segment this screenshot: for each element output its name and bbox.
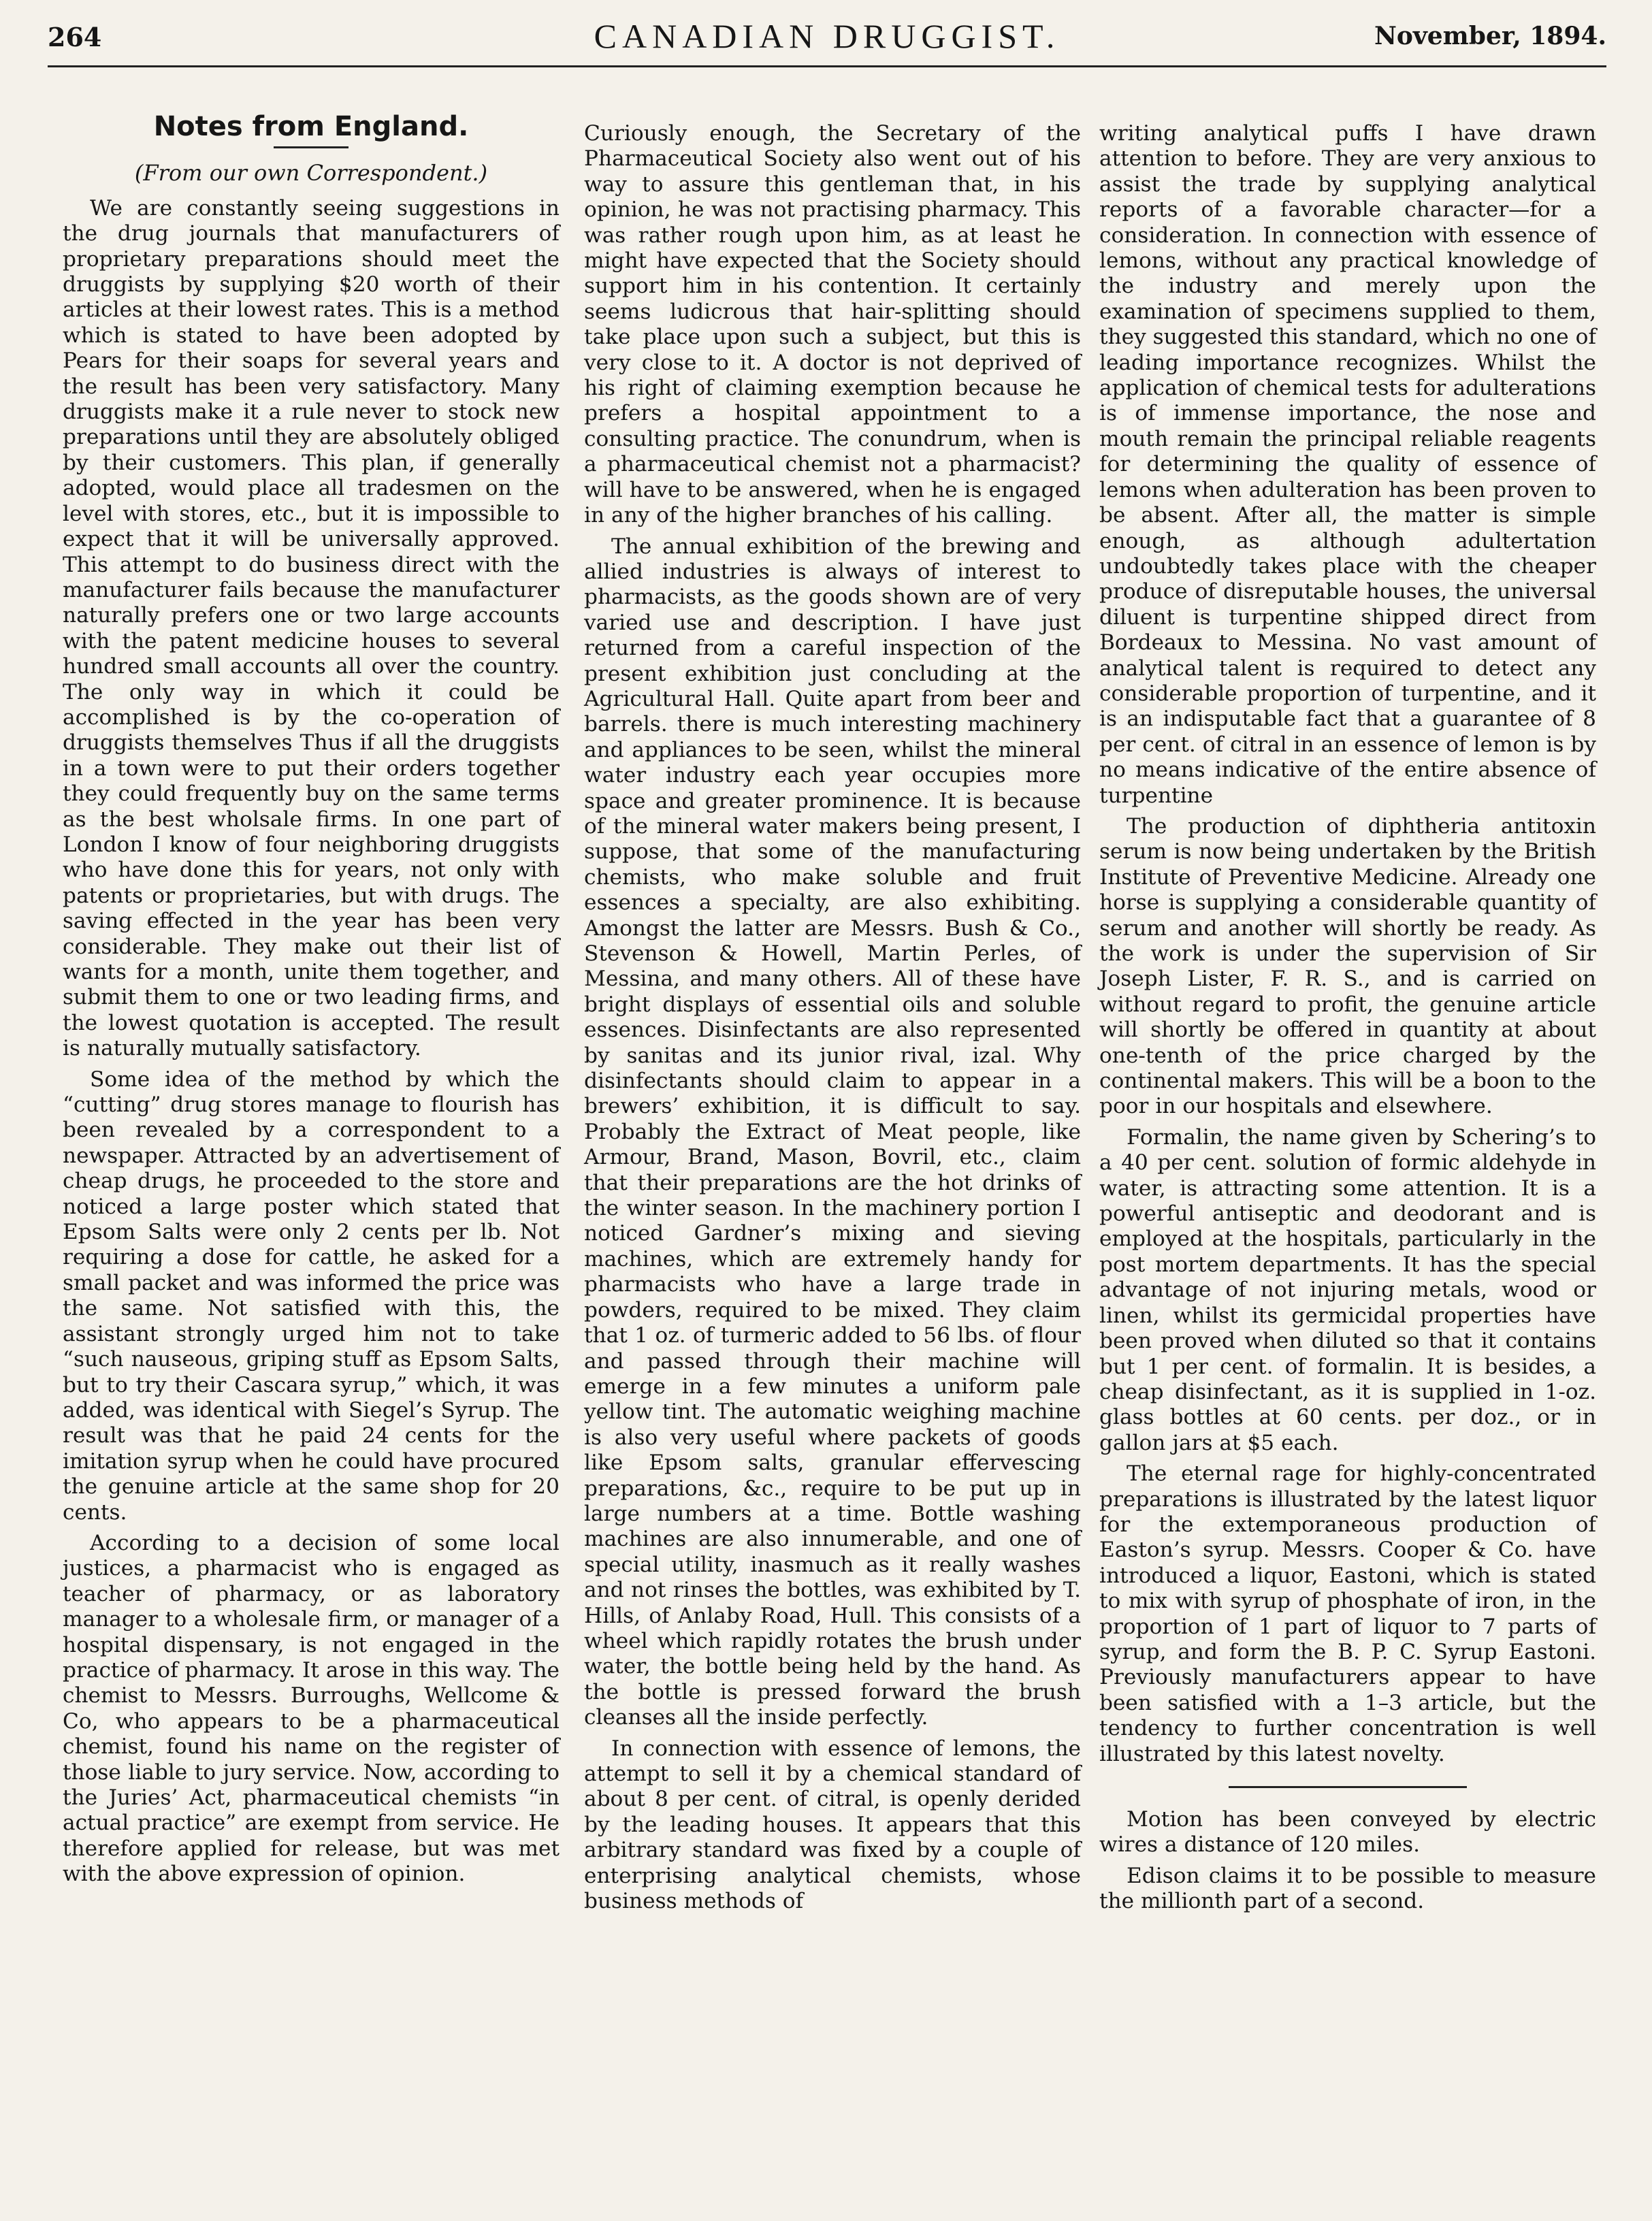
header-rule (48, 65, 1606, 67)
paragraph: Curiously enough, the Secretary of the Pharmaceutical Society also went out of his way to assure this gentleman that, in his opinion, he was not practising pharmacy. This was rather rough upon him, as at least he might have expected that the Society should support him in his contention. It certainly seems ludicrous that hair-splitting should take place upon such a subject, but this is very close to it. A doctor is not deprived of his right of claiming exemption because he prefers a hospital appointment to a consulting practice. The conundrum, when is a pharmaceutical chemist not a pharmacist? will have to be answered, when he is engaged in any of the higher branches of his calling. (584, 121, 1081, 528)
page-header (48, 12, 1606, 63)
paragraph: The production of diphtheria antitoxin serum is now being undertaken by the British Institute of Preventive Medicine. Already one horse is supplying a considerable quantity of serum and another will shortly be ready. As the work is under the supervision of Sir Joseph Lister, F. R. S., and is carried on without regard to profit, the genuine article will shortly be offered in quantity at about one-tenth of the price charged by the continental makers. This will be a boon to the poor in our hospitals and elsewhere. (1099, 813, 1596, 1119)
article-title: Notes from England. (153, 111, 469, 142)
article-byline: (From our own Correspondent.) (134, 160, 488, 187)
title-rule (274, 146, 349, 148)
paragraph: Some idea of the method by which the “cutting” drug stores manage to flourish has been revealed by a correspondent to a newspaper. Attracted by an advertisement of cheap drugs, he proceeded to the store and noticed a large poster which stated that Epsom Salts were only 2 cents per lb. Not requiring a dose for cattle, he asked for a small packet and was informed the price was the same. Not satisfied with this, the assistant strongly urged him not to take “such nauseous, griping stuff as Epsom Salts, but to try their Cascara syrup,” which, it was added, was identical with Siegel’s Syrup. The result was that he paid 24 cents for the imitation syrup when he could have procured the genuine article at the same shop for 20 cents. (63, 1067, 560, 1525)
column-3 (1099, 121, 1596, 1920)
column-2 (584, 121, 1081, 1919)
news-note: Motion has been conveyed by electric wires a distance of 120 miles. (1099, 1807, 1596, 1858)
column-1 (63, 111, 560, 1893)
paragraph: In connection with essence of lemons, the attempt to sell it by a chemical standard of about 8 per cent. of citral, is openly derided by the leading houses. It appears that this arbitrary standard was fixed by a couple of enterprising analytical chemists, whose business methods of (584, 1736, 1081, 1914)
paragraph: Formalin, the name given by Schering’s to a 40 per cent. solution of formic aldehyde in water, is attracting some attention. It is a powerful antiseptic and deodorant and is employed at the hospitals, particularly in the post mortem departments. It has the special advantage of not injuring metals, wood or linen, whilst its germicidal properties have been proved when diluted so that it contains but 1 per cent. of formalin. It is besides, a cheap disinfectant, as it is supplied in 1-oz. glass bottles at 60 cents. per doz., or in gallon jars at $5 each. (1099, 1124, 1596, 1455)
news-note: Edison claims it to be possible to measure the millionth part of a second. (1099, 1863, 1596, 1914)
issue-date: November, 1894. (1374, 22, 1606, 50)
paragraph: According to a decision of some local justices, a pharmacist who is engaged as teacher of pharmacy, or as laboratory manager to a wholesale firm, or manager of a hospital dispensary, is not engaged in the practice of pharmacy. It arose in this way. The chemist to Messrs. Burroughs, Wellcome & Co, who appears to be a pharmaceutical chemist, found his name on the register of those liable to jury service. Now, according to the Juries’ Act, pharmaceutical chemists “in actual practice” are exempt from service. He therefore applied for release, but was met with the above expression of opinion. (63, 1530, 560, 1887)
publication-title: CANADIAN DRUGGIST. (594, 17, 1060, 55)
paragraph: The annual exhibition of the brewing and allied industries is always of interest to pharmacists, as the goods shown are of very varied use and description. I have just returned from a careful inspection of the present exhibition just concluding at the Agricultural Hall. Quite apart from beer and barrels. there is much interesting machinery and appliances to be seen, whilst the mineral water industry each year occupies more space and greater prominence. It is because of the mineral water makers being present, I suppose, that some of the manufacturing chemists, who make soluble and fruit essences a specialty, are also exhibiting. Amongst the latter are Messrs. Bush & Co., Stevenson & Howell, Martin Perles, of Messina, and many others. All of these have bright displays of essential oils and soluble essences. Disinfectants are also represented by sanitas and its junior rival, izal. Why disinfectants should claim to appear in a brewers’ exhibition, it is difficult to say. Probably the Extract of Meat people, like Armour, Brand, Mason, Bovril, etc., claim that their preparations are the hot drinks of the winter season. In the machinery portion I noticed Gardner’s mixing and sieving machines, which are extremely handy for pharmacists who have a large trade in powders, required to be mixed. They claim that 1 oz. of turmeric added to 56 lbs. of flour and passed through their machine will emerge in a few minutes a uniform pale yellow tint. The automatic weighing machine is also very useful where packets of goods like Epsom salts, granular effervescing preparations, &c., require to be put up in large numbers at a time. Bottle washing machines are also innumerable, and one of special utility, inasmuch as it really washes and not rinses the bottles, was exhibited by T. Hills, of Anlaby Road, Hull. This consists of a wheel which rapidly rotates the brush under water, the bottle being held by the hand. As the bottle is pressed forward the brush cleanses all the inside perfectly. (584, 534, 1081, 1730)
page-number: 264 (48, 22, 102, 52)
section-divider (1229, 1786, 1467, 1788)
paragraph: writing analytical puffs I have drawn attention to before. They are very anxious to assist the trade by supplying analytical reports of a favorable character—for a consideration. In connection with essence of lemons, without any practical knowledge of the industry and merely upon the examination of specimens supplied to them, they suggested this standard, which no one of leading importance recognizes. Whilst the application of chemical tests for adulterations is of immense importance, the nose and mouth remain the principal reliable reagents for determining the quality of essence of lemons when adulteration has been proven to be absent. After all, the matter is simple enough, as although adultertation undoubtedly takes place with the cheaper produce of disreputable houses, the universal diluent is turpentine shipped direct from Bordeaux to Messina. No vast amount of analytical talent is required to detect any considerable proportion of turpentine, and it is an indisputable fact that a guarantee of 8 per cent. of citral in an essence of lemon is by no means indicative of the entire absence of turpentine (1099, 121, 1596, 808)
paragraph: The eternal rage for highly-concentrated preparations is illustrated by the latest liquor for the extemporaneous production of Easton’s syrup. Messrs. Cooper & Co. have introduced a liquor, Eastoni, which is stated to mix with syrup of phosphate of iron, in the proportion of 1 part of liquor to 7 parts of syrup, and form the B. P. C. Syrup Eastoni. Previously manufacturers appear to have been satisfied with a 1–3 article, but the tendency to further concentration is well illustrated by this latest novelty. (1099, 1461, 1596, 1766)
paragraph: We are constantly seeing suggestions in the drug journals that manufacturers of proprietary preparations should meet the druggists by supplying $20 worth of their articles at their lowest rates. This is a method which is stated to have been adopted by Pears for their soaps for several years and the result has been very satisfactory. Many druggists make it a rule never to stock new preparations until they are absolutely obliged by their customers. This plan, if generally adopted, would place all tradesmen on the level with stores, etc., but it is impossible to expect that it will be universally approved. This attempt to do business direct with the manufacturer fails because the manufacturer naturally prefers one or two large accounts with the patent medicine houses to several hundred small accounts all over the country. The only way in which it could be accomplished is by the co-operation of druggists themselves Thus if all the druggists in a town were to put their orders together they could frequently buy on the same terms as the best wholsale firms. In one part of London I know of four neighboring druggists who have done this for years, not only with patents or proprietaries, but with drugs. The saving effected in the year has been very considerable. They make out their list of wants for a month, unite them together, and submit them to one or two leading firms, and the lowest quotation is accepted. The result is naturally mutually satisfactory. (63, 195, 560, 1061)
